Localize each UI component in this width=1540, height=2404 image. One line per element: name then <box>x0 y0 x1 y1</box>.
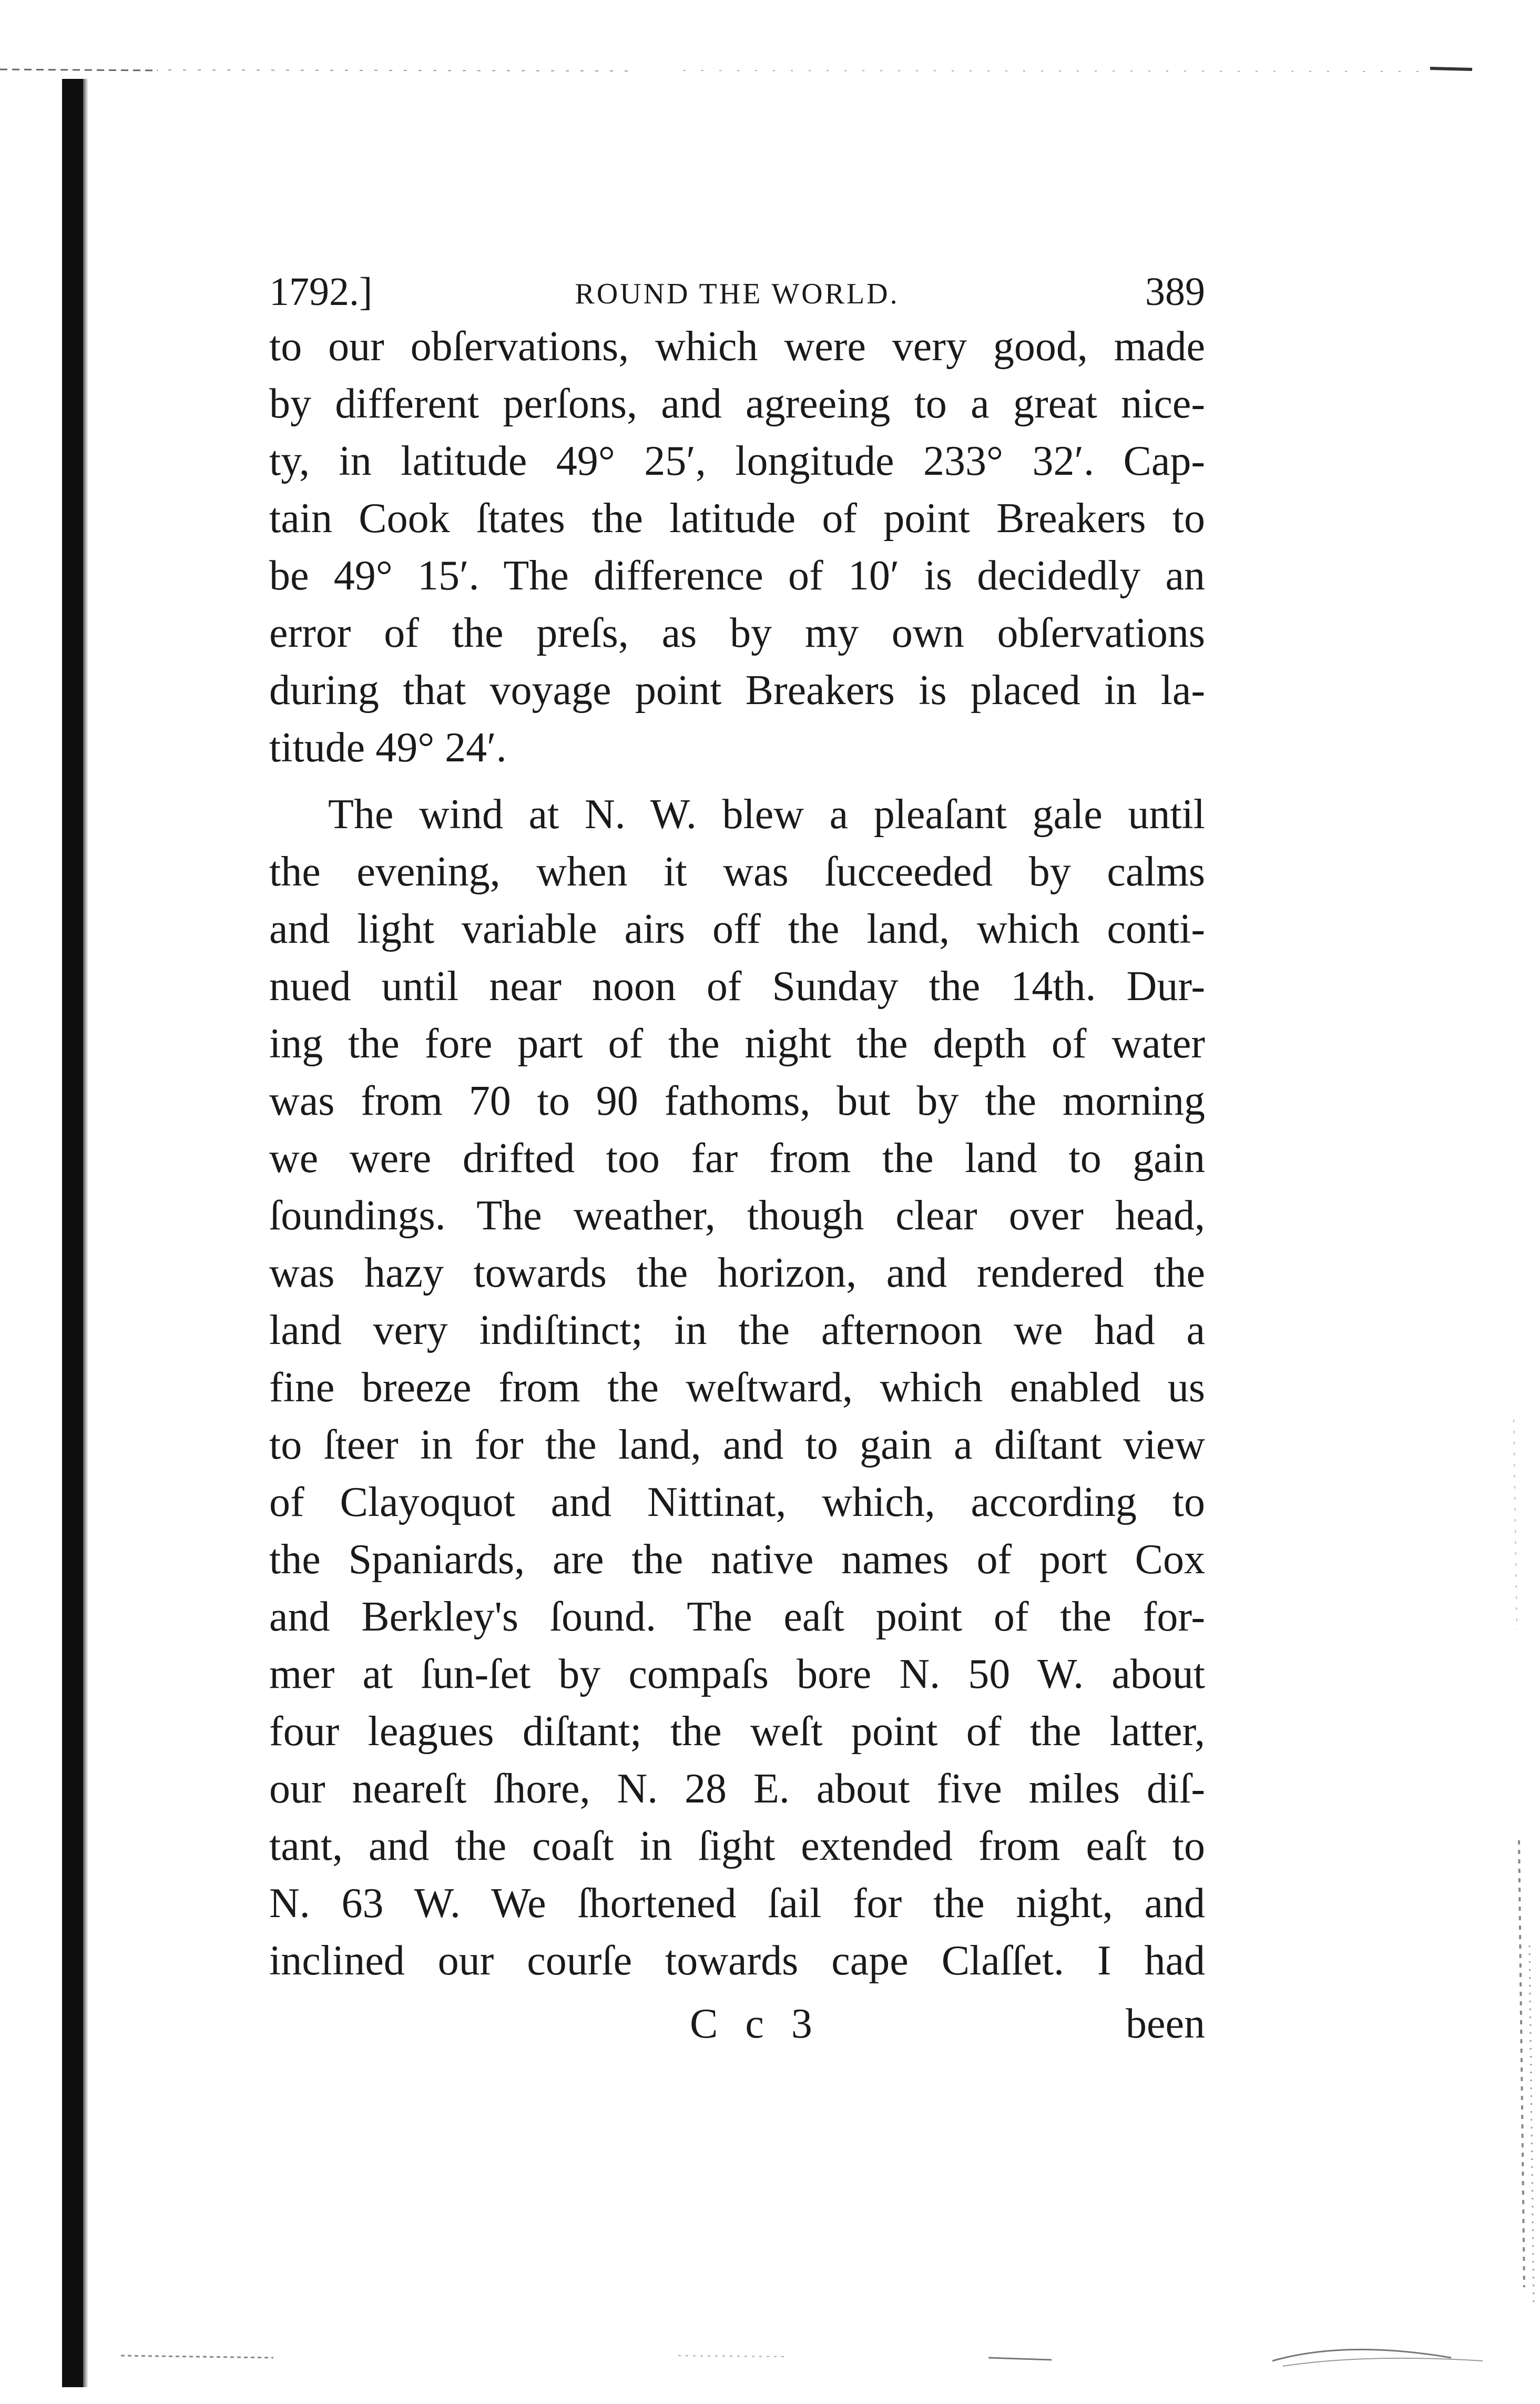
text-line: four leagues diſtant; the weſt point of the latter, <box>269 1708 1205 1755</box>
text-line: the evening, when it was ſucceeded by calms <box>269 849 1205 895</box>
book-page <box>269 266 1205 2053</box>
catchword: been <box>1125 2001 1205 2047</box>
scan-bottom-edge-noise <box>0 2303 1540 2404</box>
book-spine-shadow <box>62 79 83 2387</box>
text-line: nued until near noon of Sunday the 14th. Dur- <box>269 963 1205 1010</box>
signature-mark: C c 3 <box>690 2001 821 2047</box>
text-line: to our obſervations, which were very good, made <box>269 323 1205 370</box>
running-head <box>269 266 1205 318</box>
text-line: titude 49° 24′. <box>269 725 507 771</box>
running-head-year: 1792.] <box>269 270 373 314</box>
text-line: the Spaniards, are the native names of port Cox <box>269 1536 1205 1583</box>
paragraph <box>269 786 1205 1990</box>
text-line: was from 70 to 90 fathoms, but by the morning <box>269 1078 1205 1124</box>
text-line: during that voyage point Breakers is placed in la- <box>269 667 1205 714</box>
page-right-edge-noise <box>1493 1420 1540 2314</box>
text-line: and light variable airs off the land, which conti- <box>269 906 1205 952</box>
text-line: The wind at N. W. blew a pleaſant gale until <box>328 791 1205 838</box>
text-line: tant, and the coaſt in ſight extended from eaſt to <box>269 1823 1205 1869</box>
page-footer <box>269 1995 1205 2053</box>
running-head-title: ROUND THE WORLD. <box>575 278 900 310</box>
text-line: tain Cook ſtates the latitude of point Breakers to <box>269 495 1205 542</box>
text-line: our neareſt ſhore, N. 28 E. about five miles diſ- <box>269 1766 1205 1812</box>
text-line: to ſteer in for the land, and to gain a diſtant view <box>269 1422 1205 1468</box>
text-line: we were drifted too far from the land to gain <box>269 1135 1205 1181</box>
text-line: mer at ſun-ſet by compaſs bore N. 50 W. about <box>269 1651 1205 1697</box>
text-line: and Berkley's ſound. The eaſt point of the for- <box>269 1594 1205 1640</box>
text-line: error of the preſs, as by my own obſervations <box>269 610 1205 656</box>
scan-top-edge-noise <box>0 62 1540 78</box>
paragraph-gap <box>269 777 1205 786</box>
text-line: ing the fore part of the night the depth of water <box>269 1021 1205 1067</box>
text-line: by different perſons, and agreeing to a great nice- <box>269 381 1205 427</box>
text-line: ty, in latitude 49° 25′, longitude 233° 32′. Cap- <box>269 438 1205 484</box>
text-line: fine breeze from the weſtward, which enabled us <box>269 1364 1205 1411</box>
text-line: inclined our courſe towards cape Claſſet. I had <box>269 1938 1205 1984</box>
book-spine-edge <box>83 79 88 2387</box>
text-line: ſoundings. The weather, though clear over head, <box>269 1193 1205 1239</box>
text-line: land very indiſtinct; in the afternoon we had a <box>269 1307 1205 1353</box>
text-line: N. 63 W. We ſhortened ſail for the night, and <box>269 1880 1205 1927</box>
text-line: was hazy towards the horizon, and rendered the <box>269 1250 1205 1296</box>
page-number: 389 <box>1145 270 1205 314</box>
text-line: be 49° 15′. The difference of 10′ is decidedly an <box>269 553 1205 599</box>
paragraph-continued <box>269 318 1205 777</box>
text-line: of Clayoquot and Nittinat, which, according to <box>269 1479 1205 1525</box>
